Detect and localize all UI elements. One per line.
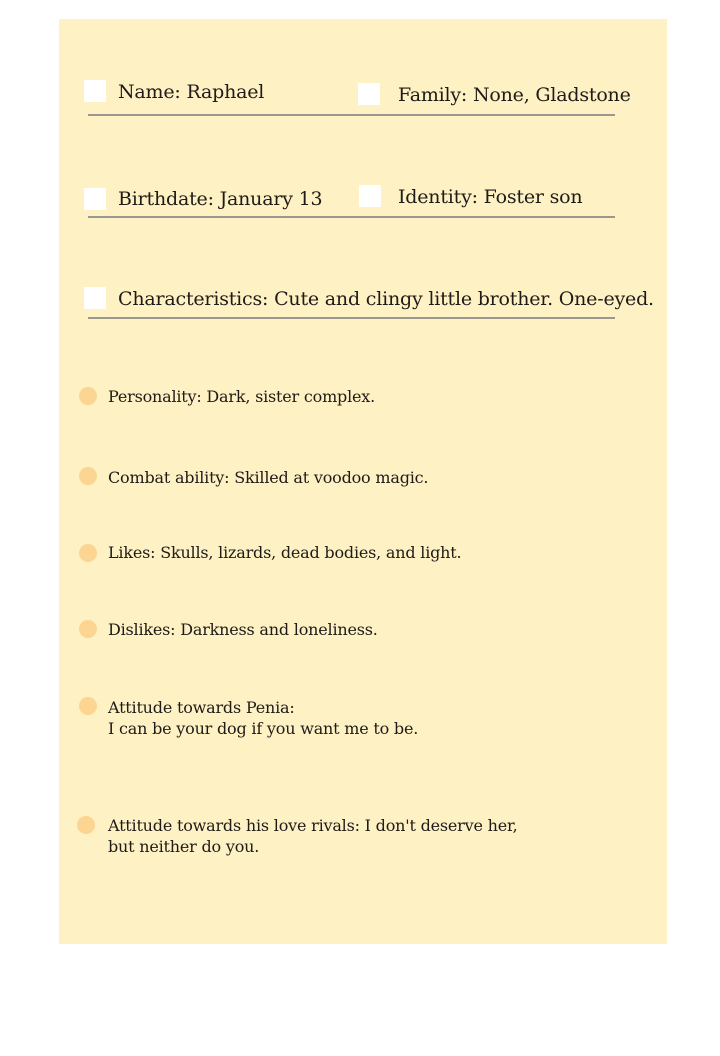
name-field: Name: Raphael bbox=[118, 81, 265, 103]
bullet-dot bbox=[79, 387, 97, 405]
combat-ability-item: Combat ability: Skilled at voodoo magic. bbox=[108, 468, 429, 487]
attitude-penia-line1: Attitude towards Penia: bbox=[108, 698, 295, 717]
name-checkbox[interactable] bbox=[84, 80, 106, 102]
row-divider bbox=[88, 317, 615, 319]
bullet-dot bbox=[79, 697, 97, 715]
personality-item: Personality: Dark, sister complex. bbox=[108, 387, 375, 406]
bullet-dot bbox=[79, 467, 97, 485]
family-field: Family: None, Gladstone bbox=[398, 84, 631, 106]
characteristics-checkbox[interactable] bbox=[84, 287, 106, 309]
row-divider bbox=[88, 216, 615, 218]
attitude-rivals-line2: but neither do you. bbox=[108, 837, 260, 856]
dislikes-item: Dislikes: Darkness and loneliness. bbox=[108, 620, 378, 639]
attitude-penia-item bbox=[108, 697, 418, 739]
bullet-dot bbox=[77, 816, 95, 834]
bullet-dot bbox=[79, 544, 97, 562]
family-checkbox[interactable] bbox=[358, 83, 380, 105]
identity-field: Identity: Foster son bbox=[398, 186, 583, 208]
birthdate-field: Birthdate: January 13 bbox=[118, 188, 323, 210]
characteristics-field: Characteristics: Cute and clingy little brother. One-eyed. bbox=[118, 288, 654, 310]
likes-item: Likes: Skulls, lizards, dead bodies, and light. bbox=[108, 543, 462, 562]
attitude-penia-line2: I can be your dog if you want me to be. bbox=[108, 719, 419, 738]
birthdate-checkbox[interactable] bbox=[84, 188, 106, 210]
bullet-dot bbox=[79, 620, 97, 638]
attitude-rivals-line1: Attitude towards his love rivals: I don't deserve her, bbox=[108, 816, 518, 835]
attitude-rivals-item bbox=[108, 815, 518, 857]
row-divider bbox=[88, 114, 615, 116]
identity-checkbox[interactable] bbox=[359, 185, 381, 207]
